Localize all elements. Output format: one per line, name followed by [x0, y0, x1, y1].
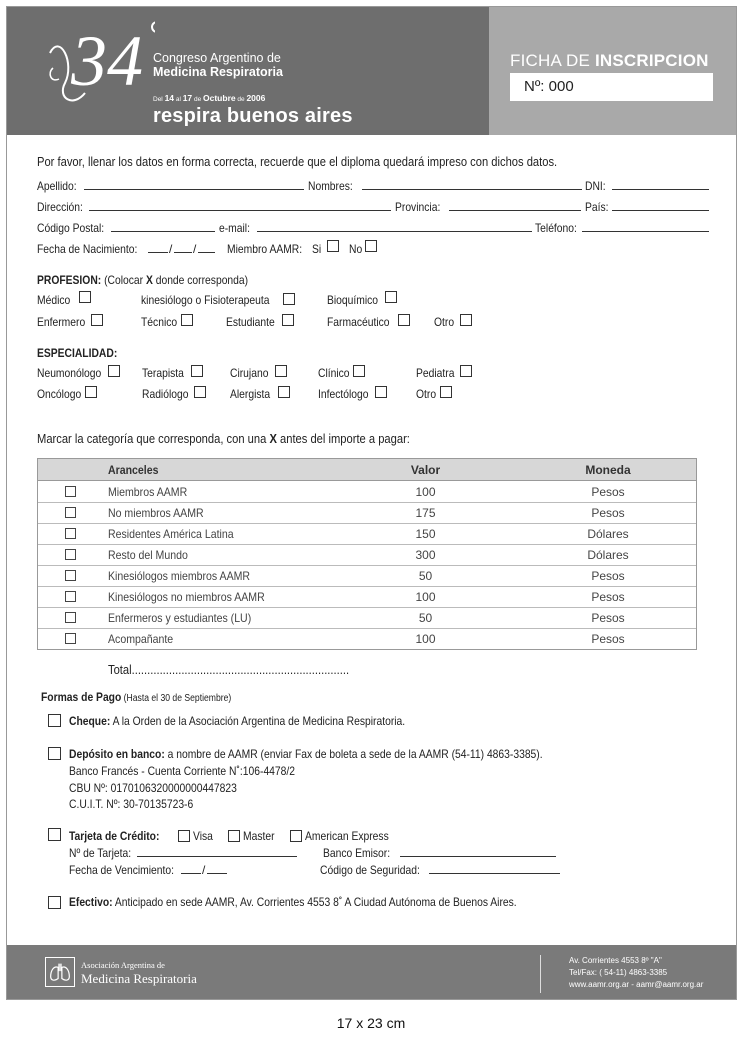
table-row — [38, 544, 696, 566]
nro-tarjeta-label: Nº de Tarjeta: — [69, 846, 132, 860]
esp-infectologo-label: Infectólogo — [318, 387, 369, 401]
total-line: Total...................................................................... — [108, 662, 350, 677]
miembro-si-checkbox[interactable] — [327, 240, 339, 252]
table-row — [38, 565, 696, 587]
arancel-name: Resto del Mundo — [108, 548, 188, 562]
arancel-moneda: Dólares — [587, 548, 629, 562]
profesion-enfermero-label: Enfermero — [37, 315, 86, 329]
svg-text:34: 34 — [71, 21, 143, 101]
row-checkbox[interactable] — [65, 528, 76, 539]
direccion-field[interactable] — [89, 210, 391, 211]
row-checkbox[interactable] — [65, 570, 76, 581]
pais-field[interactable] — [612, 210, 709, 211]
miembro-no-checkbox[interactable] — [365, 240, 377, 252]
dni-field[interactable] — [612, 189, 709, 190]
congress-title: Congreso Argentino de Medicina Respiratoria — [153, 51, 283, 79]
arancel-moneda: Pesos — [591, 506, 625, 520]
table-row — [38, 628, 696, 649]
nro-tarjeta-field[interactable] — [137, 856, 297, 857]
esp-radiologo-checkbox[interactable] — [194, 386, 206, 398]
intro-text: Por favor, llenar los datos en forma correcta, recuerde que el diploma quedará impreso con dichos datos. — [37, 154, 558, 169]
row-checkbox[interactable] — [65, 486, 76, 497]
arancel-valor: 50 — [418, 569, 433, 583]
profesion-farmaceutico-checkbox[interactable] — [398, 314, 410, 326]
table-row — [38, 481, 696, 503]
header-aranceles: Aranceles — [108, 463, 159, 477]
profesion-kinesiologo-checkbox[interactable] — [283, 293, 295, 305]
footer-contact: Av. Corrientes 4553 8º "A" Tel/Fax: ( 54-11) 4863-3385 www.aamr.org.ar - aamr@aamr.org.ar — [569, 956, 704, 989]
profesion-tecnico-checkbox[interactable] — [181, 314, 193, 326]
esp-neumonologo-checkbox[interactable] — [108, 365, 120, 377]
esp-radiologo-label: Radiólogo — [142, 387, 189, 401]
codigo-label: Código de Seguridad: — [320, 863, 420, 877]
apellido-field[interactable] — [84, 189, 304, 190]
categoria-instruction: Marcar la categoría que corresponda, con una X antes del importe a pagar: — [37, 431, 410, 446]
table-row — [38, 607, 696, 629]
provincia-label: Provincia: — [395, 200, 441, 214]
direccion-label: Dirección: — [37, 200, 83, 214]
registration-number-field[interactable]: Nº: 000 — [510, 73, 713, 101]
birth-day-field[interactable] — [148, 252, 168, 253]
arancel-valor: 100 — [415, 485, 436, 499]
arancel-moneda: Pesos — [591, 485, 625, 499]
esp-terapista-checkbox[interactable] — [191, 365, 203, 377]
deposito-checkbox[interactable] — [48, 747, 61, 760]
cp-field[interactable] — [111, 231, 215, 232]
esp-clinico-label: Clínico — [318, 366, 350, 380]
apellido-label: Apellido: — [37, 179, 77, 193]
table-row — [38, 502, 696, 524]
esp-otro-checkbox[interactable] — [440, 386, 452, 398]
esp-neumonologo-label: Neumonólogo — [37, 366, 102, 380]
arancel-moneda: Pesos — [591, 611, 625, 625]
profesion-bioquimico-checkbox[interactable] — [385, 291, 397, 303]
header-valor: Valor — [410, 463, 441, 477]
esp-otro-label: Otro — [416, 387, 437, 401]
venc-month-field[interactable] — [181, 873, 201, 874]
profesion-bioquimico-label: Bioquímico — [327, 293, 379, 307]
table-row — [38, 586, 696, 608]
cbu-line: CBU Nº: 0170106320000000447823 — [69, 781, 237, 795]
arancel-name: Residentes América Latina — [108, 527, 234, 541]
profesion-estudiante-label: Estudiante — [226, 315, 275, 329]
esp-clinico-checkbox[interactable] — [353, 365, 365, 377]
arancel-name: Miembros AAMR — [108, 485, 188, 499]
row-checkbox[interactable] — [65, 612, 76, 623]
table-row — [38, 523, 696, 545]
row-checkbox[interactable] — [65, 549, 76, 560]
master-label: Master — [243, 829, 275, 843]
arancel-valor: 150 — [415, 527, 436, 541]
vencimiento-label: Fecha de Vencimiento: — [69, 863, 174, 877]
registration-form-sheet — [6, 6, 737, 1000]
profesion-tecnico-label: Técnico — [141, 315, 178, 329]
profesion-otro-checkbox[interactable] — [460, 314, 472, 326]
email-label: e-mail: — [219, 221, 250, 235]
date-slash: / — [169, 242, 173, 256]
row-checkbox[interactable] — [65, 507, 76, 518]
nombres-field[interactable] — [362, 189, 582, 190]
header-moneda: Moneda — [585, 463, 631, 477]
arancel-valor: 175 — [415, 506, 436, 520]
provincia-field[interactable] — [449, 210, 581, 211]
footer-banner — [7, 945, 737, 1000]
row-checkbox[interactable] — [65, 591, 76, 602]
arancel-name: Enfermeros y estudiantes (LU) — [108, 611, 252, 625]
deposito-text: Depósito en banco: a nombre de AAMR (enviar Fax de boleta a sede de la AAMR (54-11) 4863-3385). — [69, 747, 543, 761]
esp-cirujano-label: Cirujano — [230, 366, 269, 380]
size-caption: 17 x 23 cm — [336, 1015, 406, 1031]
cp-label: Código Postal: — [37, 221, 105, 235]
visa-label: Visa — [193, 829, 213, 843]
banco-emisor-field[interactable] — [400, 856, 556, 857]
arancel-name: Acompañante — [108, 632, 174, 646]
arancel-valor: 100 — [415, 632, 436, 646]
dni-label: DNI: — [585, 179, 606, 193]
tarjeta-label: Tarjeta de Crédito: — [69, 829, 160, 843]
master-checkbox[interactable] — [228, 830, 240, 842]
esp-oncologo-checkbox[interactable] — [85, 386, 97, 398]
pais-label: País: — [585, 200, 609, 214]
codigo-field[interactable] — [429, 873, 560, 874]
cheque-text: Cheque: A la Orden de la Asociación Argentina de Medicina Respiratoria. — [69, 714, 406, 728]
banco-line: Banco Francés - Cuenta Corriente N˚:106-4478/2 — [69, 764, 296, 778]
congress-dates: Del 14 al 17 de Octubre de 2006 — [153, 93, 266, 103]
esp-terapista-label: Terapista — [142, 366, 184, 380]
nombres-label: Nombres: — [308, 179, 353, 193]
arancel-moneda: Pesos — [591, 632, 625, 646]
row-checkbox[interactable] — [65, 633, 76, 644]
miembro-label: Miembro AAMR: — [227, 242, 303, 256]
banco-emisor-label: Banco Emisor: — [323, 846, 391, 860]
profesion-enfermero-checkbox[interactable] — [91, 314, 103, 326]
arancel-valor: 300 — [415, 548, 436, 562]
amex-checkbox[interactable] — [290, 830, 302, 842]
arancel-moneda: Pesos — [591, 590, 625, 604]
birth-year-field[interactable] — [198, 252, 215, 253]
profesion-medico-checkbox[interactable] — [79, 291, 91, 303]
arancel-name: Kinesiólogos no miembros AAMR — [108, 590, 265, 604]
pago-heading: Formas de Pago (Hasta el 30 de Septiembre) — [41, 690, 232, 704]
no-label: No — [349, 242, 363, 256]
arancel-name: Kinesiólogos miembros AAMR — [108, 569, 251, 583]
profesion-medico-label: Médico — [37, 293, 71, 307]
telefono-label: Teléfono: — [535, 221, 577, 235]
telefono-field[interactable] — [582, 231, 709, 232]
association-name: Asociación Argentina de Medicina Respiratoria — [81, 960, 197, 986]
especialidad-heading: ESPECIALIDAD: — [37, 346, 118, 360]
profesion-farmaceutico-label: Farmacéutico — [327, 315, 390, 329]
congress-slogan: respira buenos aires — [153, 105, 353, 127]
congress-34-logo — [45, 13, 155, 113]
esp-alergista-checkbox[interactable] — [278, 386, 290, 398]
nacimiento-label: Fecha de Nacimiento: — [37, 242, 138, 256]
arancel-name: No miembros AAMR — [108, 506, 204, 520]
esp-pediatra-label: Pediatra — [416, 366, 455, 380]
visa-checkbox[interactable] — [178, 830, 190, 842]
profesion-otro-label: Otro — [434, 315, 455, 329]
arancel-moneda: Pesos — [591, 569, 625, 583]
arancel-valor: 50 — [418, 611, 433, 625]
cheque-checkbox[interactable] — [48, 714, 61, 727]
email-field[interactable] — [257, 231, 532, 232]
form-title: FICHA DE INSCRIPCION — [510, 51, 709, 70]
table-header — [38, 459, 696, 481]
date-slash: / — [193, 242, 197, 256]
esp-infectologo-checkbox[interactable] — [375, 386, 387, 398]
profesion-estudiante-checkbox[interactable] — [282, 314, 294, 326]
aranceles-table — [37, 458, 697, 650]
birth-month-field[interactable] — [174, 252, 192, 253]
profesion-heading: PROFESION: (Colocar X donde corresponda) — [37, 273, 249, 287]
venc-year-field[interactable] — [207, 873, 227, 874]
esp-alergista-label: Alergista — [230, 387, 271, 401]
esp-oncologo-label: Oncólogo — [37, 387, 82, 401]
efectivo-checkbox[interactable] — [48, 896, 61, 909]
amex-label: American Express — [305, 829, 389, 843]
esp-cirujano-checkbox[interactable] — [275, 365, 287, 377]
date-slash: / — [202, 863, 206, 877]
efectivo-text: Efectivo: Anticipado en sede AAMR, Av. Corrientes 4553 8˚ A Ciudad Autónoma de Buenos Aires. — [69, 895, 517, 909]
arancel-valor: 100 — [415, 590, 436, 604]
lungs-logo-icon — [45, 957, 75, 987]
footer-divider — [540, 955, 541, 993]
cuit-line: C.U.I.T. Nº: 30-70135723-6 — [69, 797, 194, 811]
tarjeta-checkbox[interactable] — [48, 828, 61, 841]
header-banner — [7, 7, 489, 135]
esp-pediatra-checkbox[interactable] — [460, 365, 472, 377]
header-side-panel — [489, 7, 737, 135]
arancel-moneda: Dólares — [587, 527, 629, 541]
profesion-kinesiologo-label: kinesiólogo o Fisioterapeuta — [141, 293, 270, 307]
si-label: Si — [312, 242, 322, 256]
